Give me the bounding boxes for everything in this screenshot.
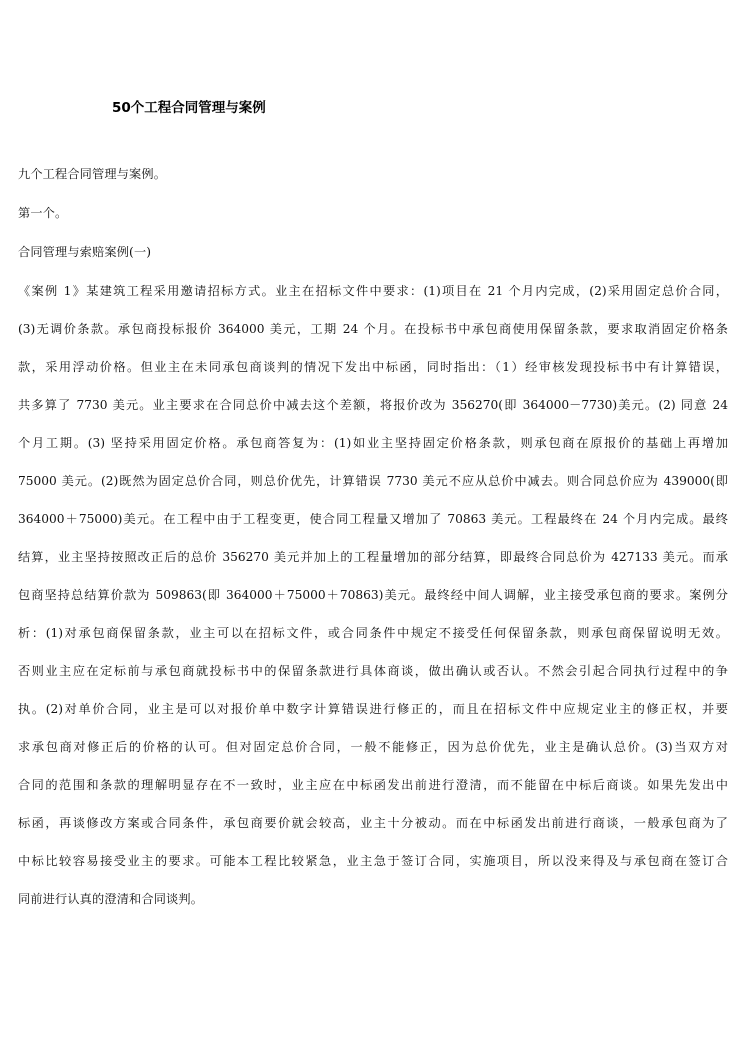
- body-line: 执。(2)对单价合同，业主是可以对报价单中数字计算错误进行修正的，而且在招标文件中应规定业主的修正权，并要: [18, 702, 728, 716]
- body-line: 合同的范围和条款的理解明显存在不一致时，业主应在中标函发出前进行澄清，而不能留在中标后商谈。如果先发出中: [18, 778, 728, 792]
- body-line-last: 同前进行认真的澄清和合同谈判。: [18, 892, 204, 906]
- section-label: 第一个。: [18, 206, 68, 220]
- body-line: (3)无调价条款。承包商投标报价 364000 美元，工期 24 个月。在投标书中承包商使用保留条款，要求取消固定价格条: [18, 322, 728, 336]
- body-line: 标函，再谈修改方案或合同条件，承包商要价就会较高，业主十分被动。而在中标函发出前进行商谈，一般承包商为了: [18, 816, 728, 830]
- body-line: 求承包商对修正后的价格的认可。但对固定总价合同，一般不能修正，因为总价优先，业主是确认总价。(3)当双方对: [18, 740, 728, 754]
- body-line: 析：(1)对承包商保留条款，业主可以在招标文件，或合同条件中规定不接受任何保留条款，则承包商保留说明无效。: [18, 626, 728, 640]
- case-heading: 合同管理与索赔案例(一): [18, 245, 152, 259]
- document-subtitle: 九个工程合同管理与案例。: [18, 167, 167, 181]
- body-line: 中标比较容易接受业主的要求。可能本工程比较紧急，业主急于签订合同，实施项目，所以没来得及与承包商在签订合: [18, 854, 728, 868]
- body-line: 共多算了 7730 美元。业主要求在合同总价中减去这个差额，将报价改为 356270(即 364000－7730)美元。(2) 同意 24: [18, 398, 728, 412]
- body-line: 款，采用浮动价格。但业主在未同承包商谈判的情况下发出中标函，同时指出：（1）经审核发现投标书中有计算错误，: [18, 360, 728, 374]
- body-line: 《案例 1》某建筑工程采用邀请招标方式。业主在招标文件中要求：(1)项目在 21 个月内完成，(2)采用固定总价合同，: [18, 284, 728, 298]
- page-title: 50个工程合同管理与案例: [112, 100, 266, 116]
- body-line: 结算，业主坚持按照改正后的总价 356270 美元并加上的工程量增加的部分结算，即最终合同总价为 427133 美元。而承: [18, 550, 728, 564]
- body-line: 364000＋75000)美元。在工程中由于工程变更，使合同工程量又增加了 70863 美元。工程最终在 24 个月内完成。最终: [18, 512, 728, 526]
- body-line: 包商坚持总结算价款为 509863(即 364000＋75000＋70863)美元。最终经中间人调解，业主接受承包商的要求。案例分: [18, 588, 728, 602]
- body-line: 否则业主应在定标前与承包商就投标书中的保留条款进行具体商谈，做出确认或否认。不然会引起合同执行过程中的争: [18, 664, 728, 678]
- body-line: 75000 美元。(2)既然为固定总价合同，则总价优先，计算错误 7730 美元不应从总价中减去。则合同总价应为 439000(即: [18, 474, 728, 488]
- body-line: 个月工期。(3) 坚持采用固定价格。承包商答复为：(1)如业主坚持固定价格条款，则承包商在原报价的基础上再增加: [18, 436, 728, 450]
